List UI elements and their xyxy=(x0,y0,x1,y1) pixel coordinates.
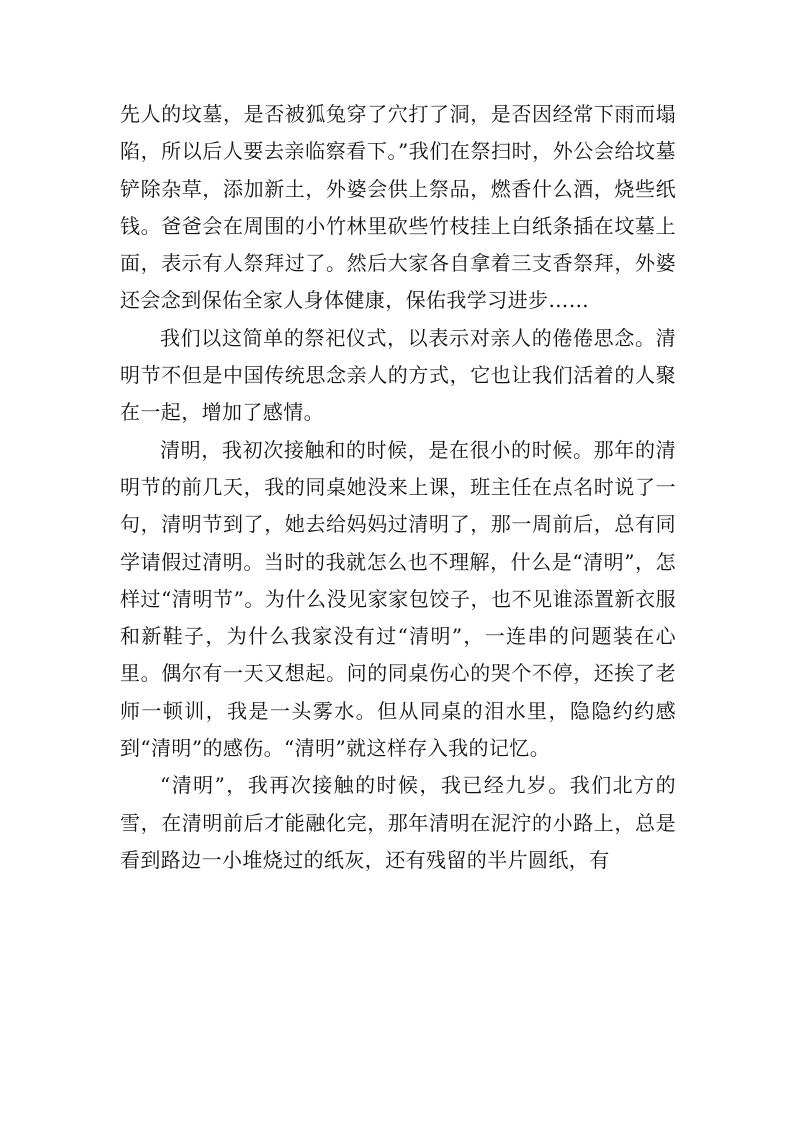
paragraph-first-encounter: 清明，我初次接触和的时候，是在很小的时候。那年的清明节的前几天，我的同桌她没来上课，班主任在点名时说了一句，清明节到了，她去给妈妈过清明了，那一周前后，总有同学请假过清明。当时的我就怎么也不理解，什么是“清明”，怎样过“清明节”。为什么没见家家包饺子，也不见谁添置新衣服和新鞋子，为什么我家没有过“清明”，一连串的问题装在心里。偶尔有一天又想起。问的同桌伤心的哭个不停，还挨了老师一顿训，我是一头雾水。但从同桌的泪水里，隐隐约约感到“清明”的感伤。“清明”就这样存入我的记忆。 xyxy=(120,437,676,761)
paragraph-continuation: 先人的坟墓，是否被狐兔穿了穴打了洞，是否因经常下雨而塌陷，所以后人要去亲临察看下。”我们在祭扫时，外公会给坟墓铲除杂草，添加新土，外婆会供上祭品，燃香什么酒，烧些纸钱。爸爸会在周围的小竹林里砍些竹枝挂上白纸条插在坟墓上面，表示有人祭拜过了。然后大家各自拿着三支香祭拜，外婆还会念到保佑全家人身体健康，保佑我学习进步…… xyxy=(120,102,676,313)
paragraph-second-encounter: “清明”，我再次接触的时候，我已经九岁。我们北方的雪，在清明前后才能融化完，那年清明在泥泞的小路上，总是看到路边一小堆烧过的纸灰，还有残留的半片圆纸，有 xyxy=(120,773,676,872)
document-body xyxy=(120,96,676,879)
paragraph-ritual: 我们以这简单的祭祀仪式，以表示对亲人的倦倦思念。清明节不但是中国传统思念亲人的方式，它也让我们活着的人聚在一起，增加了感情。 xyxy=(120,325,676,425)
